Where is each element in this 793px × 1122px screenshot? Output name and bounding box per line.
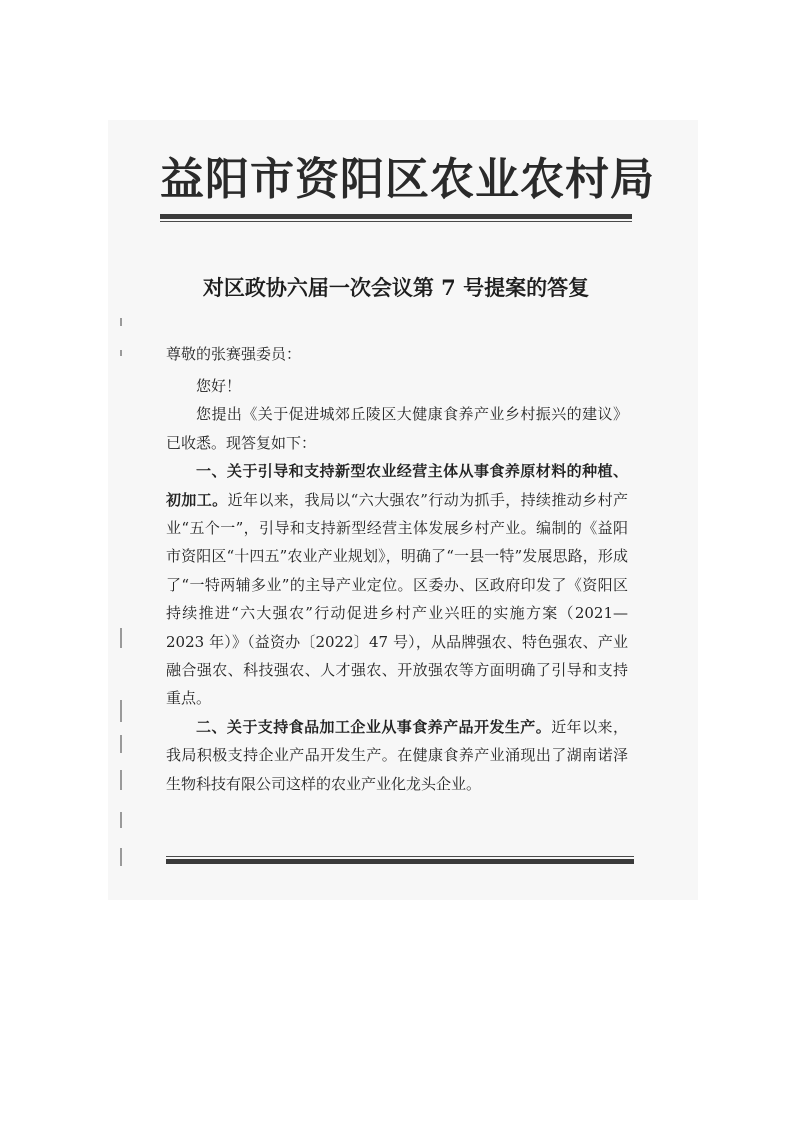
document-body	[166, 372, 628, 798]
letterhead-divider	[160, 214, 632, 223]
intro-paragraph	[166, 400, 628, 457]
section-1-body: 近年以来，我局以“六大强农”行动为抓手，持续推动乡村产业“五个一”，引导和支持新型经营主体发展乡村产业。编制的《益阳市资阳区“十四五”农业产业规划》，明确了“一县一特”发展思路，形成了“一特两辅多业”的主导产业定位。区委办、区政府印发了《资阳区持续推进“六大强农”行动促进乡村产业兴旺的实施方案（2021—2023 年）》（益资办〔2022〕47 号），从品牌强农、特色强农、产业融合强农、科技强农、人才强农、开放强农等方面明确了引导和支持重点。	[166, 490, 628, 708]
section-1-heading: 一、关于引导和支持新型农业经营主体从事食养原材料的种植、初加工。	[166, 462, 628, 509]
divider-thin-line	[166, 856, 634, 857]
document-title: 对区政协六届一次会议第 7 号提案的答复	[202, 275, 590, 300]
divider-thick-line	[160, 214, 632, 219]
greeting-text: 您好！	[196, 377, 242, 395]
intro-text: 您提出《关于促进城郊丘陵区大健康食养产业乡村振兴的建议》已收悉。现答复如下：	[166, 405, 628, 452]
section-2-body: 近年以来，我局积极支持企业产品开发生产。在健康食养产业涌现出了湖南诺泽生物科技有限公司这样的农业产业化龙头企业。	[166, 717, 628, 793]
section-1-paragraph	[166, 457, 628, 713]
letterhead-title: 益阳市资阳区农业农村局	[160, 154, 655, 205]
divider-thin-line	[160, 221, 632, 222]
section-2-heading: 二、关于支持食品加工企业从事食养产品开发生产。	[196, 717, 552, 736]
section-2-paragraph	[166, 713, 628, 798]
salutation: 尊敬的张赛强委员：	[166, 345, 302, 363]
footer-divider	[166, 856, 634, 865]
greeting-paragraph	[166, 372, 628, 400]
divider-thick-line	[166, 859, 634, 864]
